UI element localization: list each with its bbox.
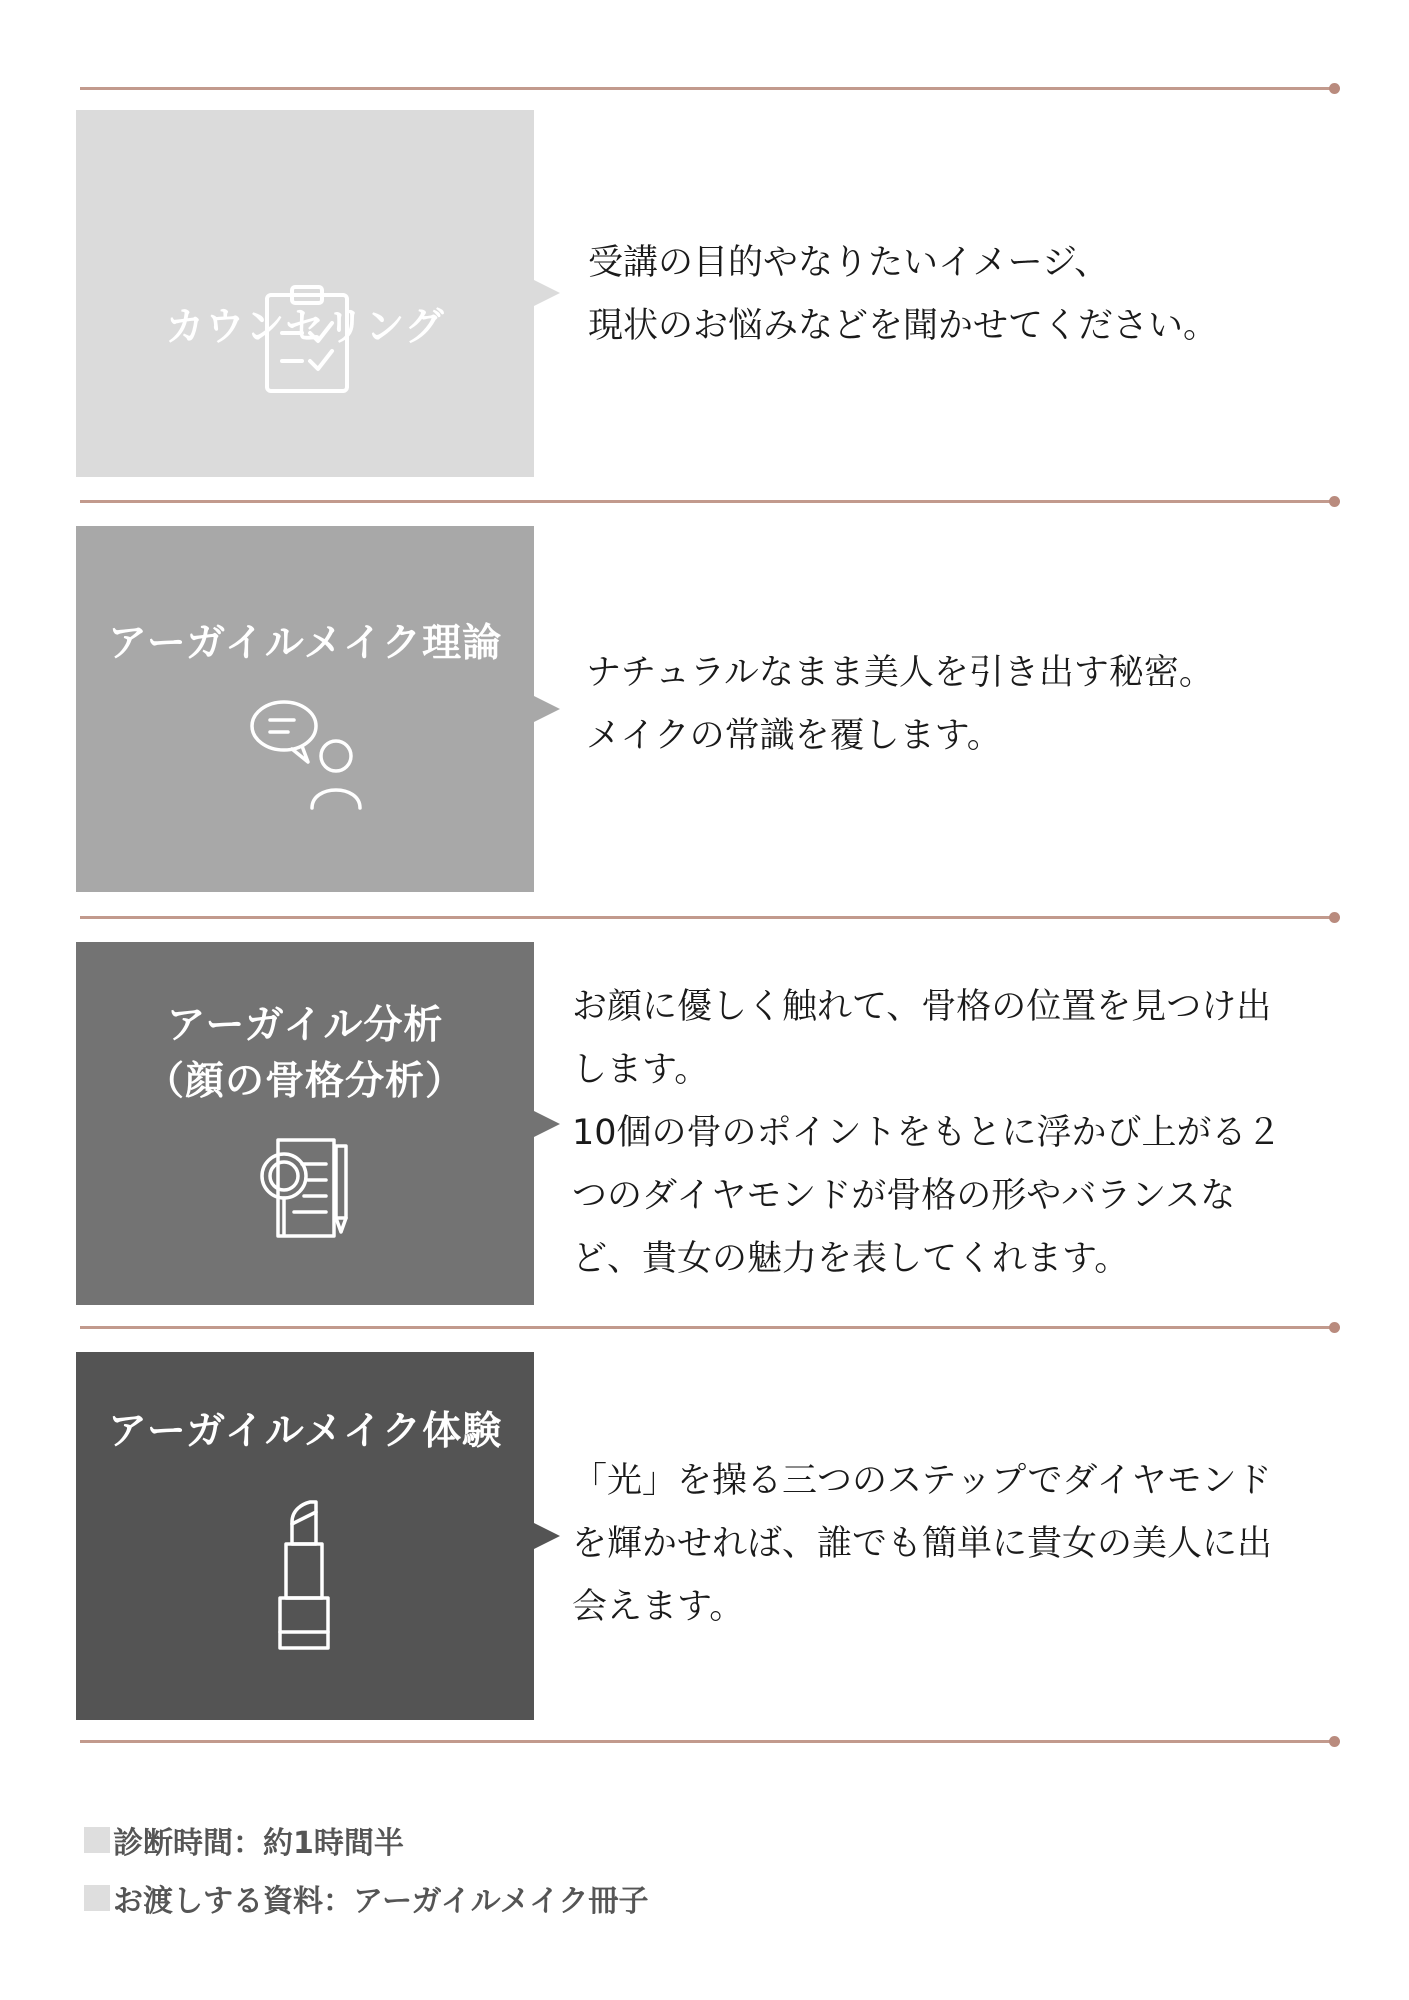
step-panel-analysis	[76, 942, 534, 1305]
step-title: アーガイル分析 （顔の骨格分析）	[144, 1003, 465, 1104]
panel-pointer	[534, 696, 560, 722]
step-description: ナチュラルなまま美人を引き出す秘密。 メイクの常識を覆します。	[586, 653, 1214, 756]
divider-line	[80, 1326, 1334, 1329]
step-description: 受講の目的やなりたいイメージ、 現状のお悩みなどを聞かせてください。	[588, 243, 1219, 346]
divider-line	[80, 1740, 1334, 1743]
session-duration	[84, 1818, 404, 1862]
divider-dot	[1329, 1736, 1340, 1747]
divider-dot	[1329, 496, 1340, 507]
speech-bubble-person-icon	[248, 698, 364, 810]
step-description: 「光」を操る三つのステップでダイヤモンド を輝かせれば、誰でも簡単に貴女の美人に出 会えます。	[572, 1461, 1273, 1627]
divider-dot	[1329, 912, 1340, 923]
step-description: お顔に優しく触れて、骨格の位置を見つけ出 します。 10個の骨のポイントをもとに浮かび上がる２ つのダイヤモンドが骨格の形やバランスな ど、貴女の魅力を表してくれます。	[572, 987, 1282, 1279]
session-duration-text: 診断時間：約1時間半	[113, 1826, 404, 1861]
divider-line	[80, 500, 1334, 503]
divider-dot	[1329, 83, 1340, 94]
divider-line	[80, 916, 1334, 919]
clipboard-checklist-icon	[262, 283, 352, 395]
panel-pointer	[534, 1111, 560, 1137]
panel-pointer	[534, 280, 560, 306]
lipstick-icon	[272, 1500, 336, 1650]
bullet-square	[84, 1885, 110, 1911]
step-title: アーガイルメイク理論	[107, 621, 503, 666]
divider-dot	[1329, 1322, 1340, 1333]
bullet-square	[84, 1827, 110, 1853]
document-magnifier-pencil-icon	[256, 1130, 356, 1242]
materials-provided	[84, 1876, 649, 1920]
step-title: アーガイルメイク体験	[107, 1409, 503, 1454]
step-title: カウンセリング	[165, 305, 445, 350]
panel-pointer	[534, 1523, 560, 1549]
materials-provided-text: お渡しする資料：アーガイルメイク冊子	[113, 1884, 649, 1919]
divider-line	[80, 87, 1334, 90]
